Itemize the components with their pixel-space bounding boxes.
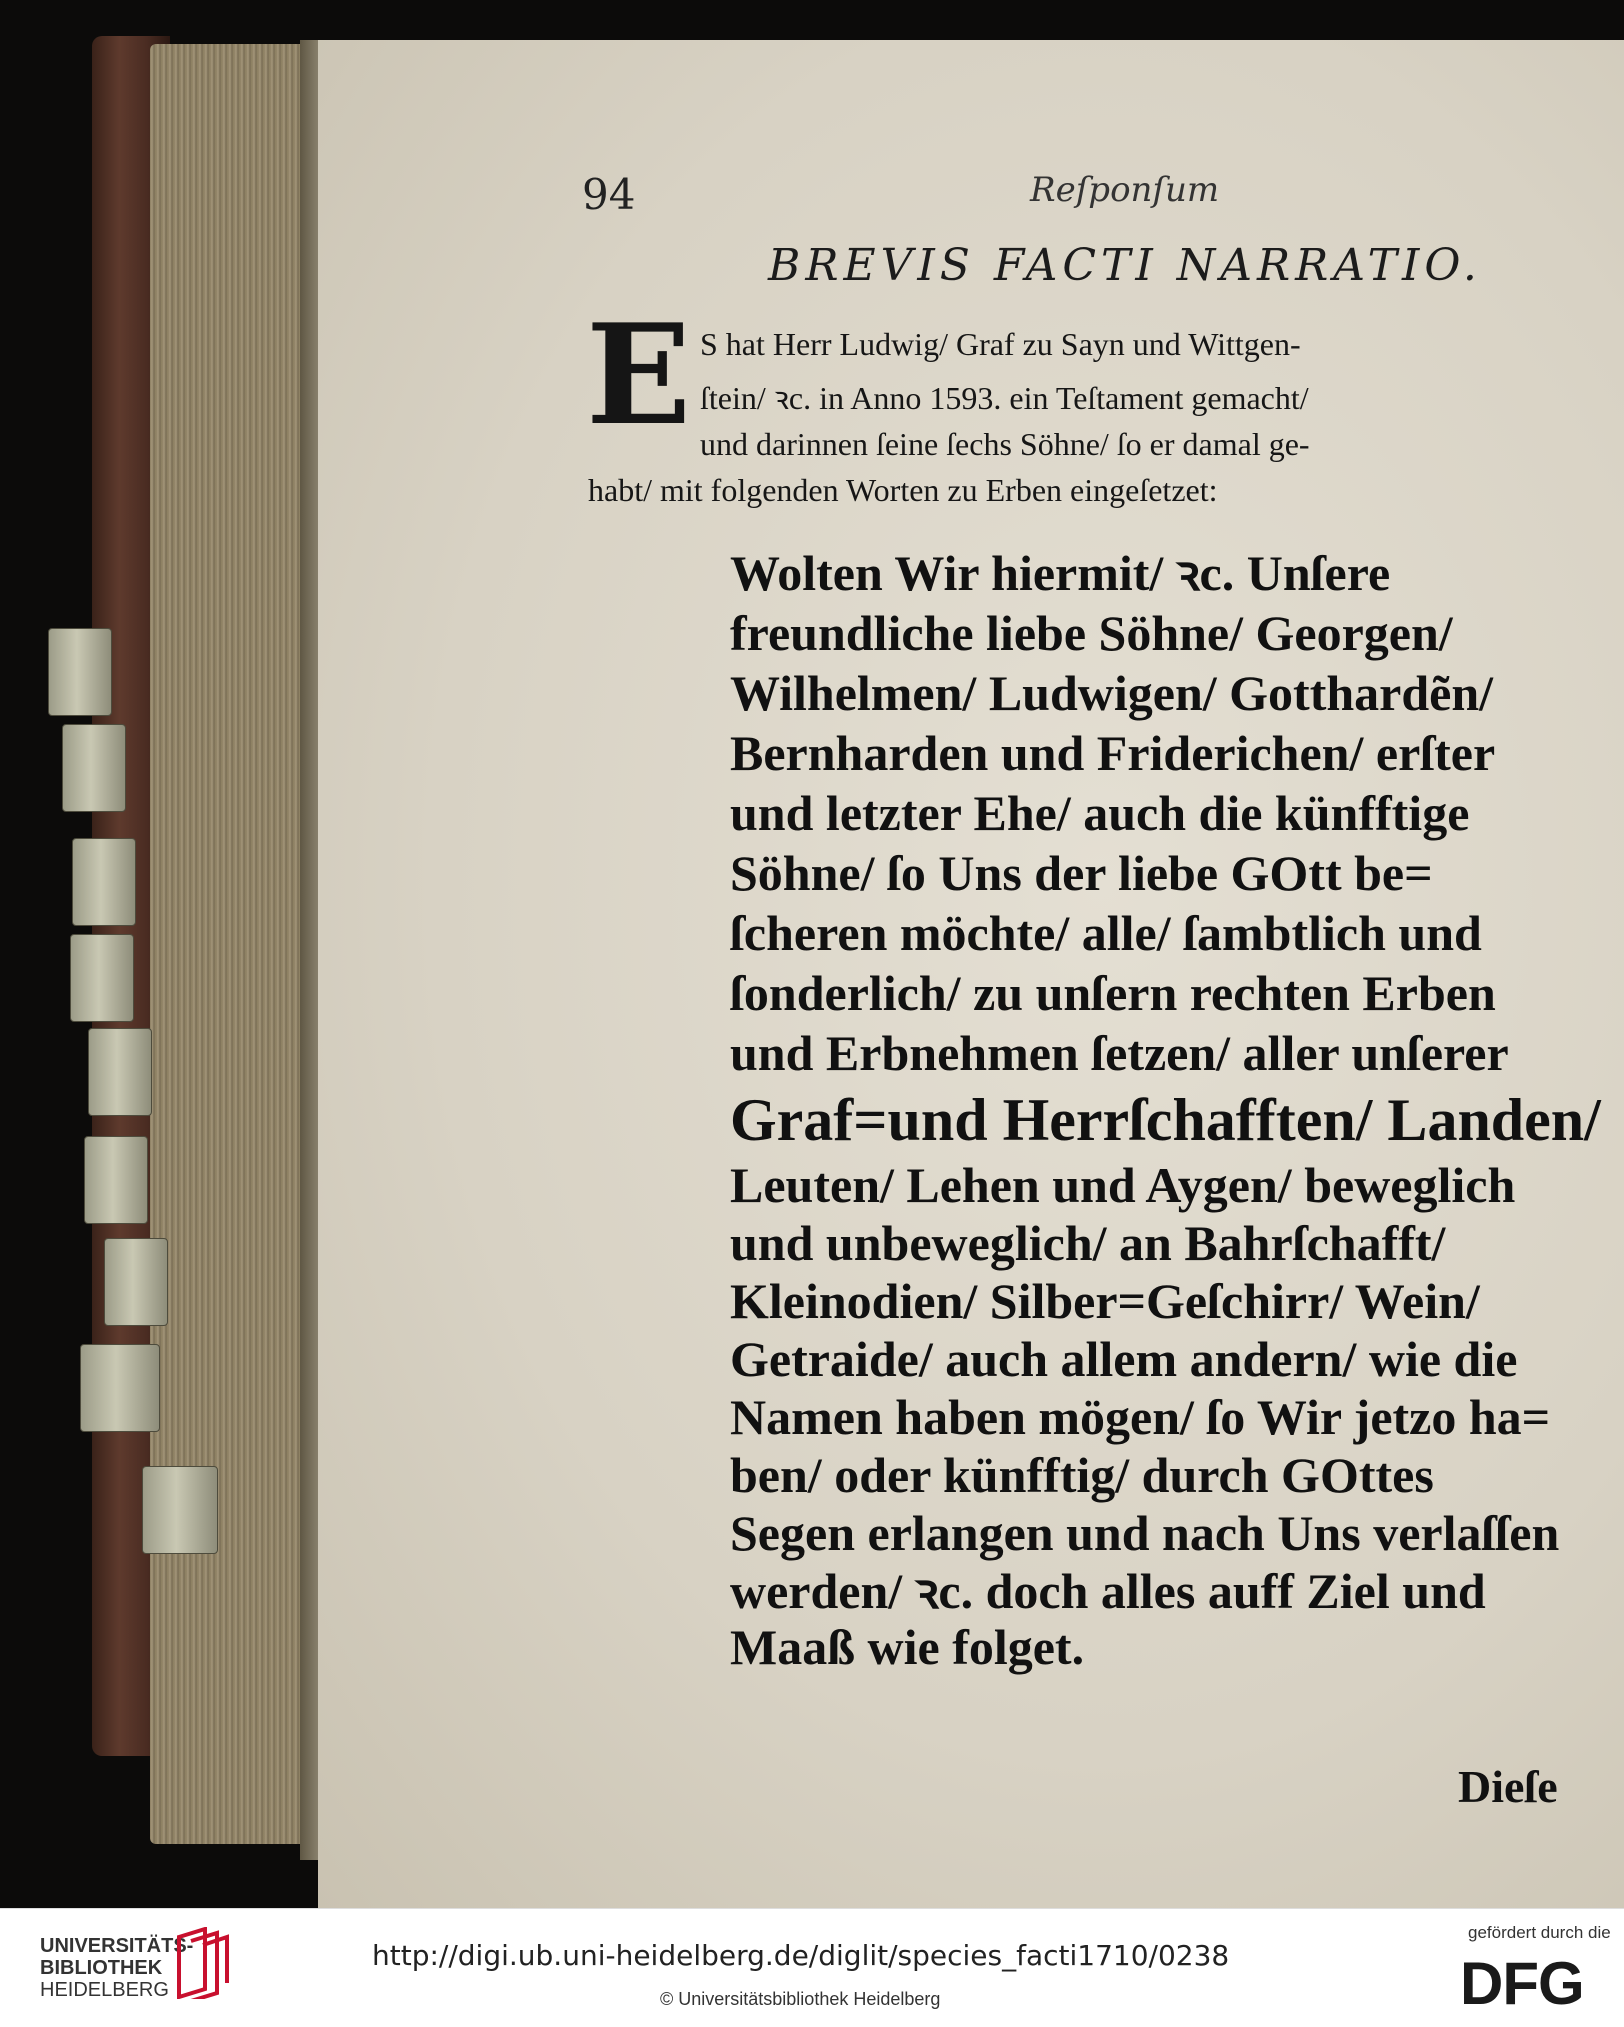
running-head: Reſponſum bbox=[1030, 170, 1220, 210]
intro-line: S hat Herr Ludwig/ Graf zu Sayn und Wittgen- bbox=[700, 326, 1301, 362]
quote-line: Wilhelmen/ Ludwigen/ Gotthardẽn/ bbox=[730, 665, 1494, 721]
dfg-logo: DFG bbox=[1460, 1950, 1584, 2017]
quote-line: ſonderlich/ zu unſern rechten Erben bbox=[730, 965, 1496, 1021]
section-title: BREVIS FACTI NARRATIO. bbox=[768, 240, 1482, 291]
quote-line: Graf=und Herrſchafften/ Landen/ bbox=[730, 1087, 1601, 1153]
page-tab bbox=[62, 724, 126, 812]
library-line-3: HEIDELBERG bbox=[40, 1979, 169, 2001]
page-edges bbox=[150, 44, 320, 1844]
page-tab bbox=[104, 1238, 168, 1326]
copyright-notice: © Universitätsbibliothek Heidelberg bbox=[660, 1989, 941, 2009]
quote-line: Leuten/ Lehen und Aygen/ beweglich bbox=[730, 1157, 1516, 1213]
page-tab bbox=[142, 1466, 218, 1554]
quote-line: ben/ oder künfftig/ durch GOttes bbox=[730, 1447, 1434, 1503]
intro-line: ſtein/ ꝛc. in Anno 1593. ein Teſtament gemacht/ bbox=[700, 380, 1309, 416]
catchword: Dieſe bbox=[1458, 1761, 1558, 1812]
quote-line: Getraide/ auch allem andern/ wie die bbox=[730, 1331, 1518, 1387]
page-tab bbox=[80, 1344, 160, 1432]
library-name bbox=[40, 1935, 193, 2001]
quote-line: Söhne/ ſo Uns der liebe GOtt be= bbox=[730, 845, 1433, 901]
page-tab bbox=[70, 934, 134, 1022]
quote-line: und unbeweglich/ an Bahrſchafft/ bbox=[730, 1215, 1446, 1271]
intro-line: und darinnen ſeine ſechs Söhne/ ſo er damal ge- bbox=[700, 426, 1310, 462]
page-number: 94 bbox=[582, 170, 636, 219]
drop-cap: E bbox=[586, 293, 692, 456]
page-tab bbox=[48, 628, 112, 716]
intro-line: habt/ mit folgenden Worten zu Erben eingeſetzet: bbox=[588, 472, 1218, 508]
quote-line: Wolten Wir hiermit/ ꝛc. Unſere bbox=[730, 545, 1391, 601]
quote-line: Maaß wie folget. bbox=[730, 1619, 1085, 1675]
quote-line: und Erbnehmen ſetzen/ aller unſerer bbox=[730, 1025, 1509, 1081]
page-tab bbox=[84, 1136, 148, 1224]
quote-line: werden/ ꝛc. doch alles auff Ziel und bbox=[730, 1563, 1486, 1619]
library-line-1: UNIVERSITÄTS- bbox=[40, 1935, 194, 1957]
page-tab bbox=[88, 1028, 152, 1116]
funded-by-label: gefördert durch die bbox=[1468, 1923, 1611, 1942]
quote-line: freundliche liebe Söhne/ Georgen/ bbox=[730, 605, 1453, 661]
quote-line: Kleinodien/ Silber=Geſchirr/ Wein/ bbox=[730, 1273, 1480, 1329]
library-line-2: BIBLIOTHEK bbox=[40, 1957, 163, 1979]
quote-line: Segen erlangen und nach Uns verlaſſen bbox=[730, 1505, 1560, 1561]
library-logo-icon bbox=[175, 1927, 229, 1999]
page-tab bbox=[72, 838, 136, 926]
permalink-url[interactable]: http://digi.ub.uni-heidelberg.de/diglit/species_facti1710/0238 bbox=[372, 1939, 1230, 1972]
quote-line: Namen haben mögen/ ſo Wir jetzo ha= bbox=[730, 1389, 1551, 1445]
quote-line: und letzter Ehe/ auch die künfftige bbox=[730, 785, 1470, 841]
footer-bar bbox=[0, 1908, 1624, 2027]
quote-line: ſcheren möchte/ alle/ ſambtlich und bbox=[730, 905, 1482, 961]
quote-line: Bernharden und Friderichen/ erſter bbox=[730, 725, 1496, 781]
